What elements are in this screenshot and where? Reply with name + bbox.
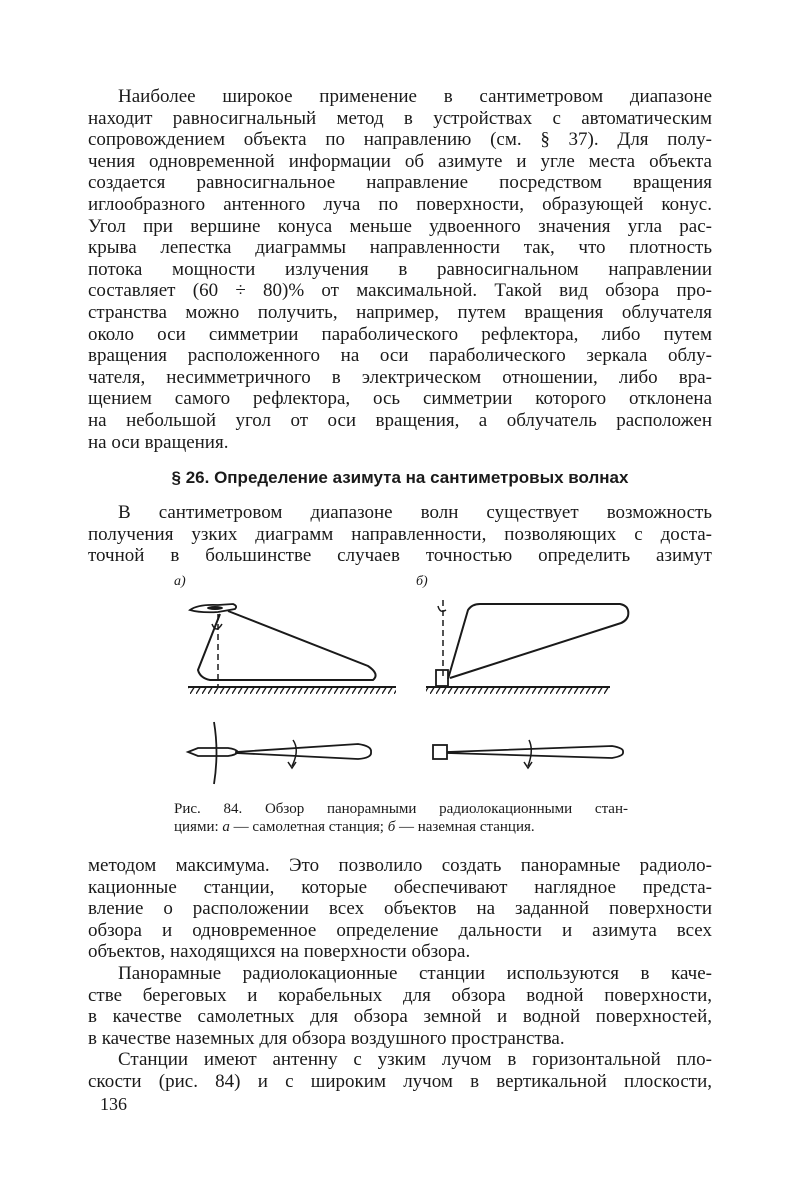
- text-line: вращения расположенного на оси параболического зеркала облу-: [88, 345, 712, 367]
- text-line: на небольшой угол от оси вращения, а облучатель расположен: [88, 409, 712, 431]
- text-line: в качестве наземных для обзора воздушного пространства.: [88, 1027, 565, 1049]
- text-line: находит равносигнальный метод в устройствах с автоматическим: [88, 107, 712, 129]
- figure-84: [88, 574, 712, 842]
- figure-label-a: а): [174, 574, 186, 589]
- ground-station-side-view: [426, 600, 628, 694]
- text-line: на оси вращения.: [88, 431, 229, 453]
- text-line: объектов, находящихся на поверхности обзора.: [88, 941, 471, 963]
- paragraph-1: [88, 86, 712, 453]
- text-line: около оси симметрии параболического рефлектора, либо путем: [88, 323, 712, 345]
- text-line: чателя, несимметричного в электрическом отношении, либо вра-: [88, 366, 712, 388]
- text-line: точной в большинстве случаев точностью определить азимут: [88, 545, 712, 567]
- text-line: Угол при вершине конуса меньше удвоенного значения угла рас-: [88, 215, 712, 237]
- text-line: иглообразного антенного луча по поверхности, образующей конус.: [88, 193, 712, 215]
- text-line: чения одновременной информации об азимуте и угле места объекта: [88, 150, 712, 172]
- ground-station-top-view: [433, 740, 623, 768]
- text-line: получения узких диаграмм направленности, позволяющих с доста-: [88, 523, 712, 545]
- page-number: 136: [100, 1094, 127, 1114]
- text-line: крыва лепестка диаграммы направленности так, что плотность: [88, 237, 712, 259]
- text-line: в качестве самолетных для обзора земной и водной поверхностей,: [88, 1006, 712, 1028]
- text-line: скости (рис. 84) и с широким лучом в вертикальной плоскости,: [88, 1070, 712, 1092]
- caption-line: циями: а — самолетная станция; б — наземная станция.: [174, 819, 535, 835]
- section-heading: § 26. Определение азимута на сантиметровых волнах: [171, 468, 629, 487]
- text-line: потока мощности излучения в равносигнальном направлении: [88, 258, 712, 280]
- paragraph-5: [88, 1049, 712, 1092]
- paragraph-2: [88, 502, 712, 567]
- text-line: стве береговых и корабельных для обзора водной поверхности,: [88, 984, 712, 1006]
- text-line: щением самого рефлектора, ось симметрии которого отклонена: [88, 388, 712, 410]
- text-line: Панорамные радиолокационные станции используются в каче-: [118, 963, 712, 984]
- figure-caption: [174, 800, 628, 836]
- text-line: Станции имеют антенну с узким лучом в горизонтальной пло-: [118, 1049, 712, 1070]
- text-line: методом максимума. Это позволило создать панорамные радиоло-: [88, 855, 712, 876]
- text-line: Наиболее широкое применение в сантиметровом диапазоне: [118, 86, 712, 107]
- airborne-station-top-view: [188, 722, 371, 784]
- text-line: странства можно получить, например, путем вращения облучателя: [88, 301, 712, 323]
- text-line: обзора и одновременное определение дальности и азимута всех: [88, 919, 712, 941]
- radar-coverage-diagram: [88, 582, 712, 797]
- paragraph-3: [88, 855, 712, 963]
- figure-label-b: б): [416, 574, 428, 589]
- text-line: В сантиметровом диапазоне волн существует возможность: [118, 502, 712, 523]
- caption-line: Рис. 84. Обзор панорамными радиолокационными стан-: [174, 801, 628, 817]
- text-line: кационные станции, которые обеспечивают наглядное предста-: [88, 876, 712, 898]
- text-line: сопровождением объекта по направлению (см. § 37). Для полу-: [88, 129, 712, 151]
- paragraph-4: [88, 963, 712, 1049]
- text-line: составляет (60 ÷ 80)% от максимальной. Такой вид обзора про-: [88, 280, 712, 302]
- text-line: вление о расположении всех объектов на заданной поверхности: [88, 898, 712, 920]
- airborne-station-side-view: [188, 604, 396, 694]
- text-line: создается равносигнальное направление посредством вращения: [88, 172, 712, 194]
